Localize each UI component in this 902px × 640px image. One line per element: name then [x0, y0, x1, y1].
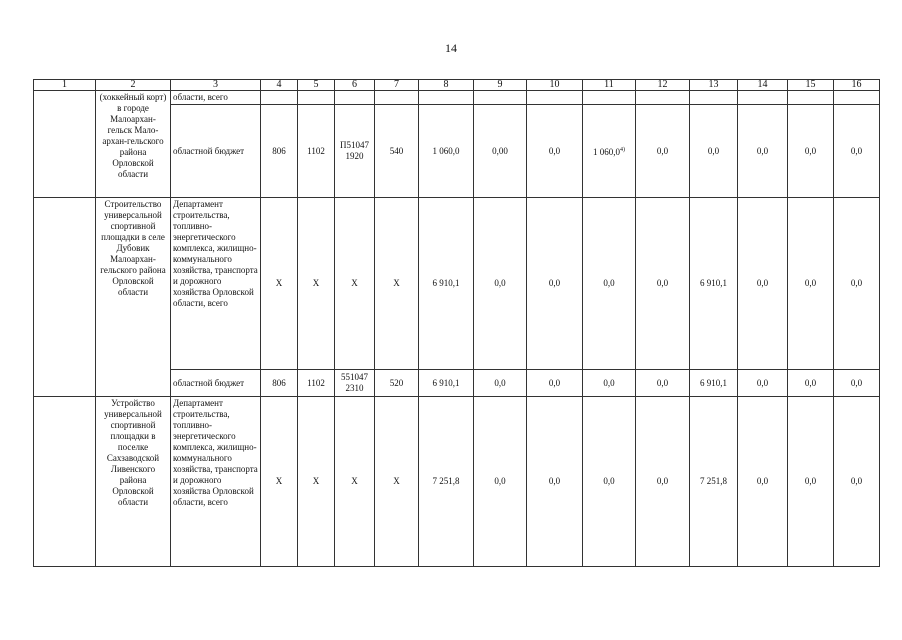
- value-cell: [690, 91, 738, 105]
- header-cell: 7: [375, 80, 419, 91]
- value-cell: Х: [375, 198, 419, 370]
- value-cell: 0,0: [738, 397, 788, 567]
- header-cell: 16: [834, 80, 880, 91]
- value-cell: 0,0: [738, 370, 788, 397]
- row-number-cell: [34, 397, 96, 567]
- value-cell: 0,0: [474, 370, 527, 397]
- value-cell: 0,0: [788, 370, 834, 397]
- header-row: [34, 80, 880, 91]
- value-cell: [335, 91, 375, 105]
- value-text: 1 060,0: [593, 146, 620, 157]
- value-cell: Х: [261, 198, 298, 370]
- value-cell: 1102: [298, 370, 335, 397]
- header-cell: 3: [171, 80, 261, 91]
- value-cell: [788, 91, 834, 105]
- value-cell: 6 910,1: [419, 198, 474, 370]
- value-cell: П51047 1920: [335, 105, 375, 198]
- source-cell: Департамент строительства, топливно-энергетического комплекса, жилищно-коммунального хозяйства, транспорта и дорожного хозяйства Орловской области, всего: [171, 397, 261, 567]
- value-cell: [474, 91, 527, 105]
- header-cell: 14: [738, 80, 788, 91]
- value-cell: 0,0: [738, 198, 788, 370]
- value-cell: 6 910,1: [690, 198, 738, 370]
- header-cell: 4: [261, 80, 298, 91]
- value-cell: Х: [335, 198, 375, 370]
- source-cell: областной бюджет: [171, 370, 261, 397]
- header-cell: 8: [419, 80, 474, 91]
- source-cell: Департамент строительства, топливно-энергетического комплекса, жилищно-коммунального хозяйства, транспорта и дорожного хозяйства Орловской области, всего: [171, 198, 261, 370]
- value-cell: Х: [298, 198, 335, 370]
- header-cell: 6: [335, 80, 375, 91]
- header-cell: 12: [636, 80, 690, 91]
- header-cell: 15: [788, 80, 834, 91]
- value-cell: 551047 2310: [335, 370, 375, 397]
- value-cell: 0,0: [527, 397, 583, 567]
- row-number-cell: [34, 91, 96, 198]
- value-cell: [375, 91, 419, 105]
- value-cell: 0,0: [738, 105, 788, 198]
- value-cell: [636, 91, 690, 105]
- value-cell: Х: [375, 397, 419, 567]
- value-cell: 0,0: [474, 198, 527, 370]
- value-cell: Х: [335, 397, 375, 567]
- value-cell: 0,0: [474, 397, 527, 567]
- row-number-cell: [34, 198, 96, 397]
- object-name-cell: (хоккейный корт) в городе Малоархан-гельск Мало-архан-гельского района Орловской области: [96, 91, 171, 198]
- page-number: 14: [445, 41, 457, 55]
- footnote-mark: 4): [620, 146, 625, 153]
- value-cell: 0,0: [788, 105, 834, 198]
- value-cell: [583, 105, 636, 198]
- value-cell: 0,0: [834, 105, 880, 198]
- value-cell: 0,0: [834, 370, 880, 397]
- value-cell: 0,0: [583, 370, 636, 397]
- value-cell: 0,0: [527, 370, 583, 397]
- header-cell: 11: [583, 80, 636, 91]
- value-cell: 0,0: [636, 370, 690, 397]
- value-cell: [834, 91, 880, 105]
- value-cell: 0,0: [834, 198, 880, 370]
- header-cell: 2: [96, 80, 171, 91]
- value-cell: [261, 91, 298, 105]
- header-cell: 10: [527, 80, 583, 91]
- value-cell: 0,0: [583, 397, 636, 567]
- object-name-cell: Строительство универсальной спортивной площадки в селе Дубовик Малоархан-гельского района Орловской области: [96, 198, 171, 397]
- value-cell: Х: [298, 397, 335, 567]
- value-cell: 1 060,0: [419, 105, 474, 198]
- value-cell: 7 251,8: [419, 397, 474, 567]
- value-cell: 0,0: [527, 198, 583, 370]
- value-cell: Х: [261, 397, 298, 567]
- value-cell: 0,0: [636, 198, 690, 370]
- value-cell: 6 910,1: [419, 370, 474, 397]
- value-cell: 7 251,8: [690, 397, 738, 567]
- source-cell: области, всего: [171, 91, 261, 105]
- value-cell: [419, 91, 474, 105]
- value-cell: 806: [261, 105, 298, 198]
- value-cell: [298, 91, 335, 105]
- value-cell: 520: [375, 370, 419, 397]
- value-cell: 0,0: [583, 198, 636, 370]
- table-row: [34, 397, 880, 567]
- budget-table: [33, 79, 880, 567]
- value-cell: 0,00: [474, 105, 527, 198]
- header-cell: 5: [298, 80, 335, 91]
- value-cell: 1102: [298, 105, 335, 198]
- value-cell: 0,0: [788, 198, 834, 370]
- value-cell: 0,0: [690, 105, 738, 198]
- value-cell: 6 910,1: [690, 370, 738, 397]
- source-cell: областной бюджет: [171, 105, 261, 198]
- value-cell: 806: [261, 370, 298, 397]
- value-cell: 540: [375, 105, 419, 198]
- table-row: [34, 91, 880, 105]
- value-cell: 0,0: [527, 105, 583, 198]
- header-cell: 9: [474, 80, 527, 91]
- header-cell: 1: [34, 80, 96, 91]
- value-cell: [527, 91, 583, 105]
- value-cell: 0,0: [636, 397, 690, 567]
- object-name-cell: Устройство универсальной спортивной площадки в поселке Сахзаводской Ливенского района Орловской области: [96, 397, 171, 567]
- value-cell: 0,0: [834, 397, 880, 567]
- header-cell: 13: [690, 80, 738, 91]
- value-cell: [583, 91, 636, 105]
- value-cell: 0,0: [788, 397, 834, 567]
- value-cell: [738, 91, 788, 105]
- value-cell: 0,0: [636, 105, 690, 198]
- table-row: [34, 198, 880, 370]
